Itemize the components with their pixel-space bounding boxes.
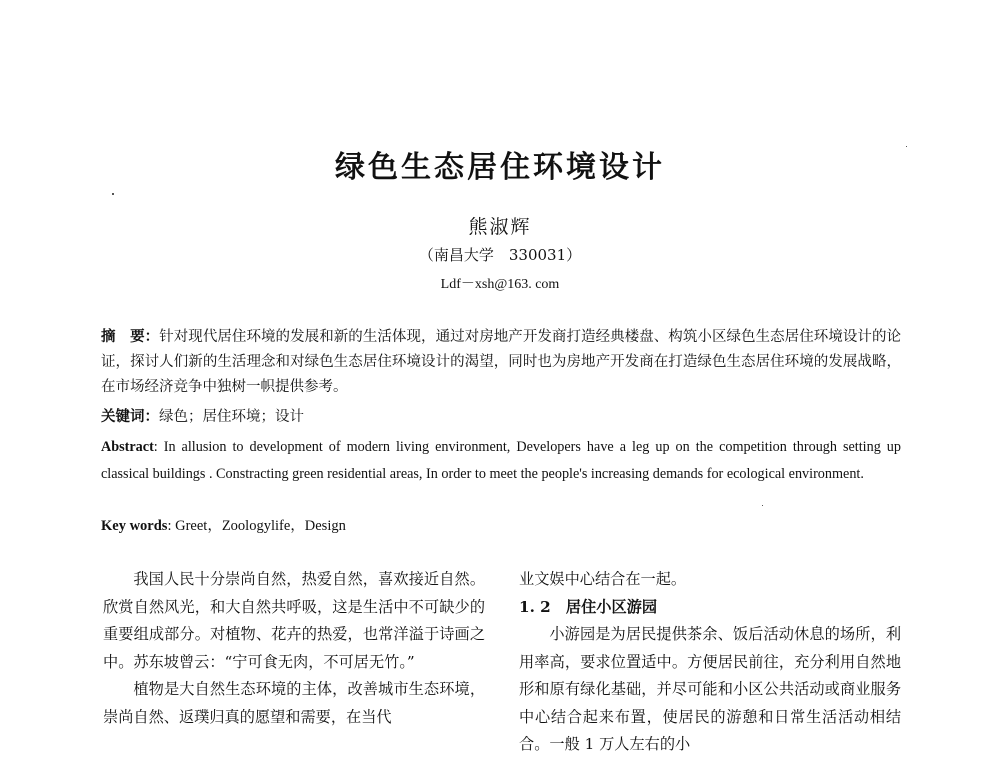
- scan-speck: [906, 146, 907, 147]
- abstract-text: 针对现代居住环境的发展和新的生活体现，通过对房地产开发商打造经典楼盘、构筑小区绿色生态居住环境设计的论证，探讨人们新的生活理念和对绿色生态居住环境设计的渴望，同时也为房地产开发商在打造绿色生态居住环境的发展战略，在市场经济竞争中独树一帜提供参考。: [101, 329, 901, 395]
- abstract-en-label: Abstract: [101, 439, 154, 455]
- abstract-english: [101, 434, 901, 488]
- body-paragraph: 植物是大自然生态环境的主体，改善城市生态环境，崇尚自然、返璞归真的愿望和需要，在当代: [103, 680, 485, 726]
- paper-title: 绿色生态居住环境设计: [335, 150, 665, 185]
- abstract-chinese: [101, 324, 901, 400]
- keywords-chinese: [101, 407, 901, 427]
- keywords-en-text: : Greet，Zoologylife，Design: [167, 518, 346, 534]
- body-column-right: [519, 566, 901, 759]
- abstract-label: 摘 要：: [101, 328, 160, 345]
- author-name: 熊淑辉: [468, 216, 532, 238]
- section-heading: 1. 2 居住小区游园: [519, 597, 658, 616]
- author-email: Ldf－xsh@163. com: [440, 277, 560, 292]
- abstract-en-text: : In allusion to development of modern living environment, Developers have a leg up on the competition through setting up classical buildings . Constracting green residential areas, In order to meet the people's increasing demands for ecological environment.: [101, 439, 901, 482]
- body-column-left: [103, 566, 485, 731]
- body-paragraph: 业文娱中心结合在一起。: [519, 570, 687, 588]
- body-paragraph: 我国人民十分崇尚自然，热爱自然，喜欢接近自然。欣赏自然风光，和大自然共呼吸，这是生活中不可缺少的重要组成部分。对植物、花卉的热爱，也常洋溢于诗画之中。苏东坡曾云：“宁可食无肉，不可居无竹。”: [103, 570, 485, 671]
- affiliation: （南昌大学 330031）: [418, 246, 582, 264]
- scan-speck: [112, 193, 114, 195]
- keywords-english: [101, 515, 901, 537]
- keywords-en-label: Key words: [101, 518, 168, 534]
- scan-speck: [762, 505, 763, 506]
- keywords-text: 绿色；居住环境；设计: [159, 409, 304, 425]
- body-paragraph: 小游园是为居民提供茶余、饭后活动休息的场所，利用率高，要求位置适中。方便居民前往，充分利用自然地形和原有绿化基础，并尽可能和小区公共活动或商业服务中心结合起来布置，使居民的游憩和日常生活活动相结合。一般 1 万人左右的小: [519, 625, 901, 753]
- keywords-label: 关键词：: [101, 408, 159, 425]
